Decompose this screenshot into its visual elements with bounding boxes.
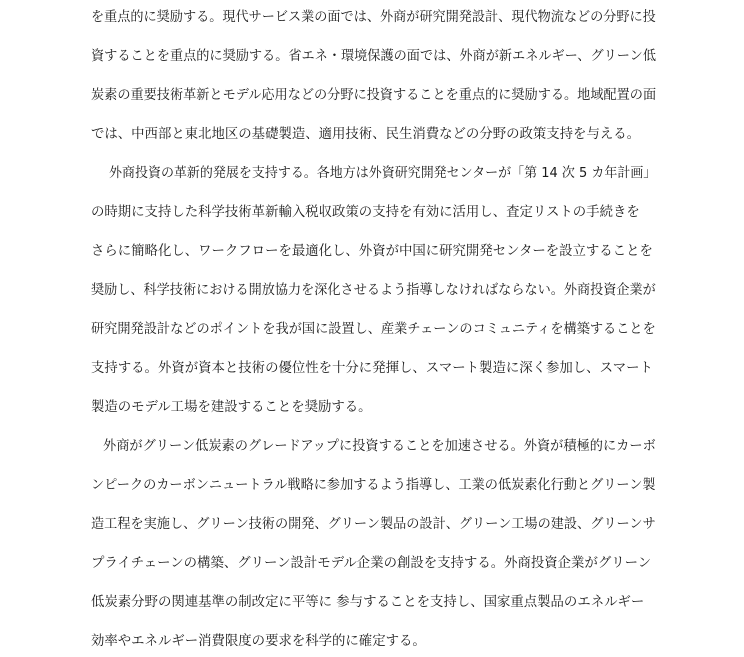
text-line: 造工程を実施し、グリーン技術の開発、グリーン製品の設計、グリーン工場の建設、グリーンサ bbox=[91, 517, 656, 532]
text-line: プライチェーンの構築、グリーン設計モデル企業の創設を支持する。外商投資企業がグリーン bbox=[91, 556, 652, 571]
text-line: では、中西部と東北地区の基礎製造、適用技術、民生消費などの分野の政策支持を与える。 bbox=[91, 127, 641, 142]
text-line: を重点的に奨励する。現代サービス業の面では、外商が研究開発設計、現代物流などの分野に投 bbox=[91, 10, 656, 25]
text-line: 研究開発設計などのポイントを我が国に設置し、産業チェーンのコミュニティを構築することを bbox=[91, 322, 656, 337]
text-line: 効率やエネルギー消費限度の要求を科学的に確定する。 bbox=[91, 634, 426, 649]
text-line: 支持する。外資が資本と技術の優位性を十分に発揮し、スマート製造に深く参加し、スマート bbox=[91, 361, 653, 376]
text-line: 資することを重点的に奨励する。省エネ・環境保護の面では、外商が新エネルギー、グリーン低 bbox=[91, 49, 656, 64]
text-line: 炭素の重要技術革新とモデル応用などの分野に投資することを重点的に奨励する。地域配置の面 bbox=[91, 88, 657, 103]
text-line: 奨励し、科学技術における開放協力を深化させるよう指導しなければならない。外商投資企業が bbox=[91, 283, 656, 298]
text-line: さらに簡略化し、ワークフローを最適化し、外資が中国に研究開発センターを設立することを bbox=[91, 244, 653, 259]
text-line: ンピークのカーボンニュートラル戦略に参加するよう指導し、工業の低炭素化行動とグリーン製 bbox=[91, 478, 656, 493]
text-line: 製造のモデル工場を建設することを奨励する。 bbox=[91, 400, 372, 415]
text-line: の時期に支持した科学技術革新輸入税収政策の支持を有効に活用し、査定リストの手続きを bbox=[91, 205, 640, 220]
text-line: 外商投資の革新的発展を支持する。各地方は外資研究開発センターが「第 14 次 5 カ年計画」 bbox=[109, 166, 657, 181]
text-line: 低炭素分野の関連基準の制改定に平等に 参与することを支持し、国家重点製品のエネルギー bbox=[91, 595, 645, 610]
text-line: 外商がグリーン低炭素のグレードアップに投資することを加速させる。外資が積極的にカーボ bbox=[103, 439, 656, 454]
